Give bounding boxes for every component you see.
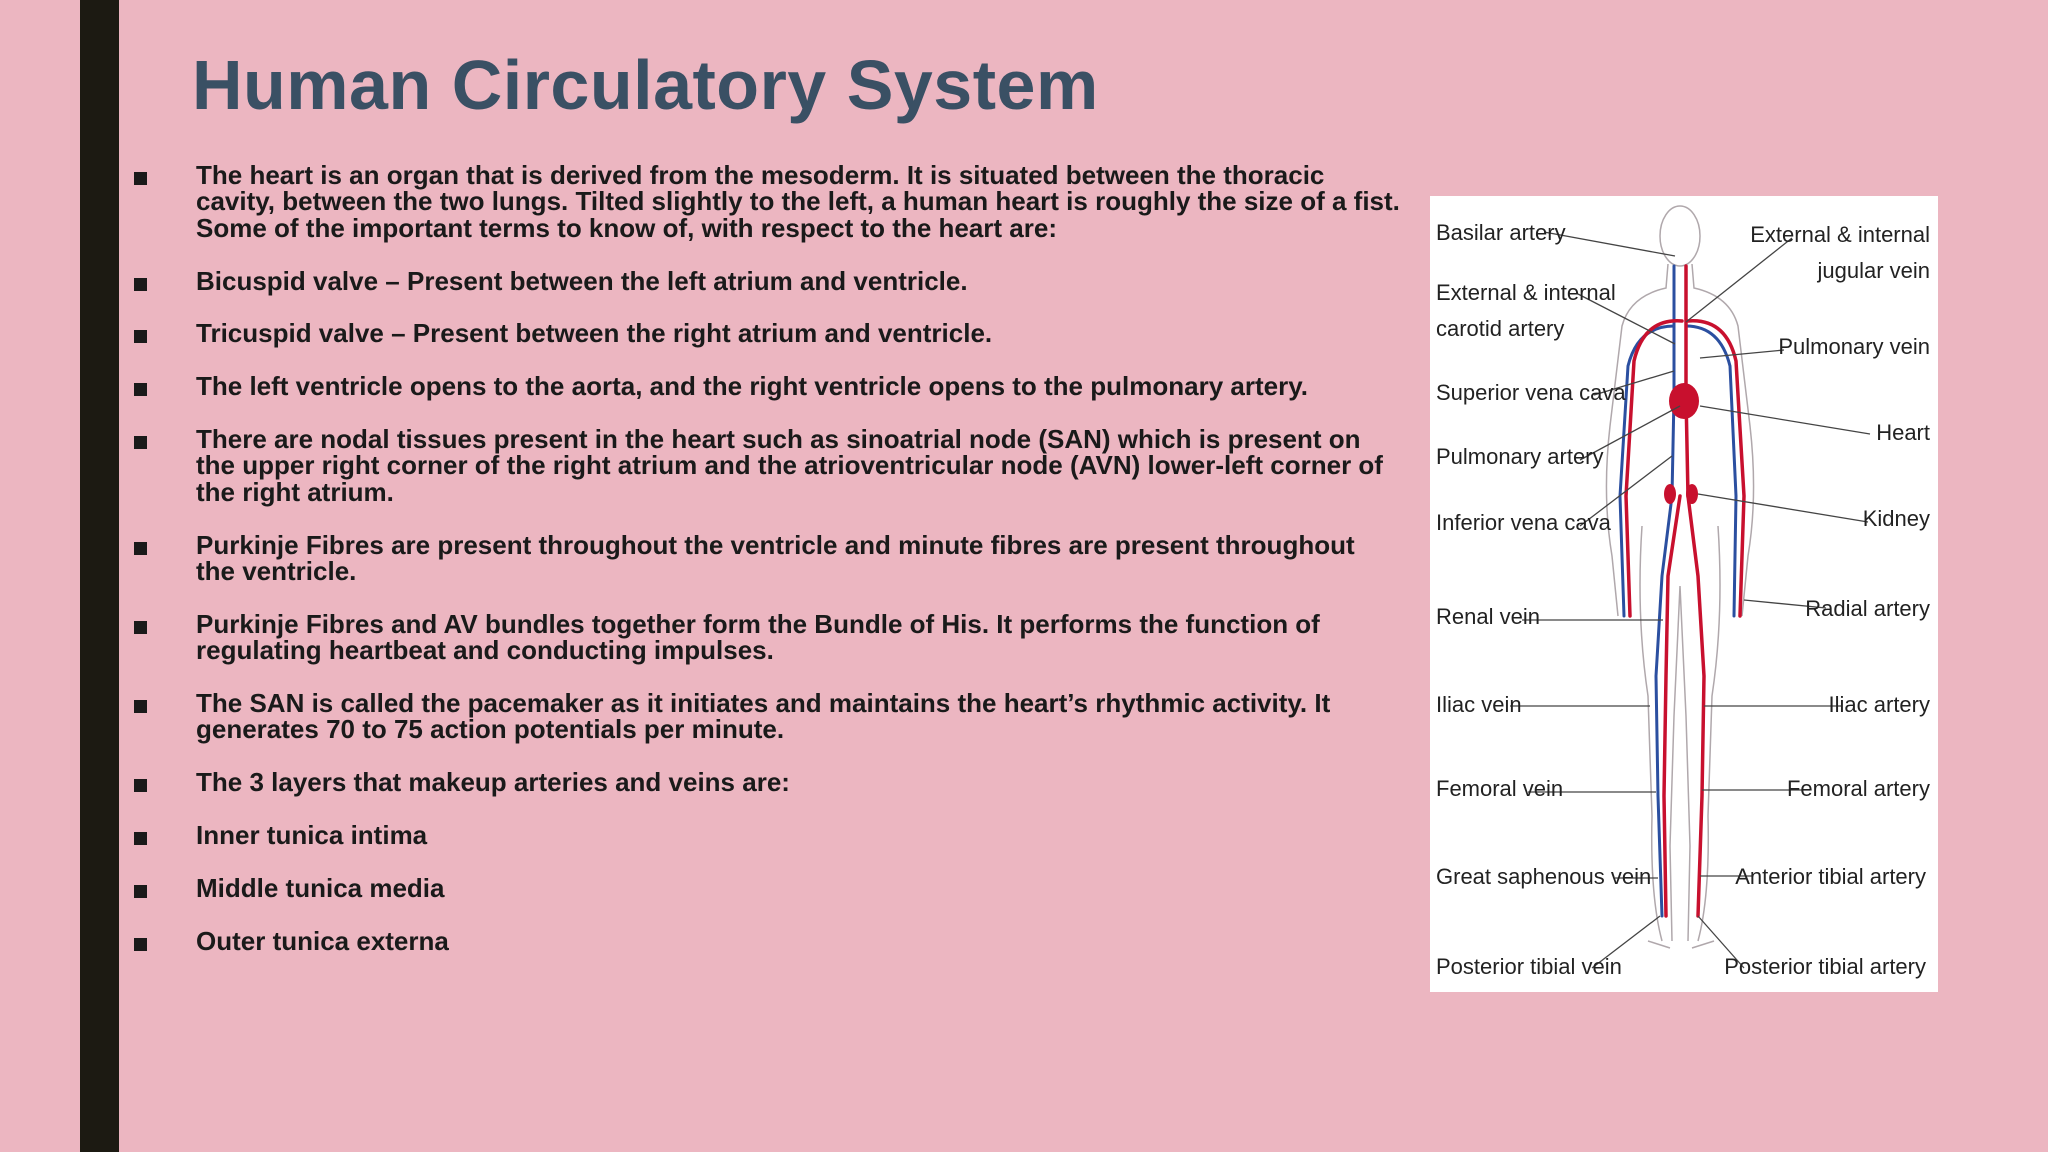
left-labels xyxy=(1436,220,1651,979)
label-iliac-vein: Iliac vein xyxy=(1436,692,1522,717)
heart-shape xyxy=(1669,383,1699,419)
bullet-item xyxy=(130,426,1400,505)
artery-network xyxy=(1626,266,1744,916)
kidney-shape-left xyxy=(1664,484,1676,504)
vein-network xyxy=(1620,266,1736,916)
bullet-item xyxy=(130,265,1400,296)
left-leader-lines xyxy=(1510,232,1680,968)
bullet-item xyxy=(130,690,1400,743)
bullet-text: Bicuspid valve – Present between the left atrium and ventricle. xyxy=(196,265,968,296)
label-external-internal-carotid-line1: External & internal xyxy=(1436,280,1616,305)
label-anterior-tibial-artery: Anterior tibial artery xyxy=(1735,864,1926,889)
label-radial-artery: Radial artery xyxy=(1805,596,1930,621)
bullet-item xyxy=(130,371,1400,402)
bullet-item xyxy=(130,318,1400,349)
bullet-text: Outer tunica externa xyxy=(196,925,449,956)
bullet-square-icon xyxy=(134,779,147,792)
bullet-square-icon xyxy=(134,278,147,291)
label-posterior-tibial-artery: Posterior tibial artery xyxy=(1724,954,1926,979)
kidney-shape-right xyxy=(1686,484,1698,504)
bullet-item xyxy=(130,162,1400,241)
label-femoral-vein: Femoral vein xyxy=(1436,776,1564,801)
bullet-square-icon xyxy=(134,436,147,449)
bullet-square-icon xyxy=(134,700,147,713)
bullet-square-icon xyxy=(134,542,147,555)
bullet-item xyxy=(130,608,1400,666)
label-great-saphenous-vein: Great saphenous vein xyxy=(1436,864,1652,889)
bullet-text: The left ventricle opens to the aorta, and the right ventricle opens to the pulmonary artery. xyxy=(196,371,1308,402)
bullet-text: Inner tunica intima xyxy=(196,820,428,851)
label-renal-vein: Renal vein xyxy=(1436,604,1540,629)
bullet-item xyxy=(130,872,1400,903)
bullet-item xyxy=(130,529,1400,587)
label-external-internal-jugular-line1: External & internal xyxy=(1750,222,1930,247)
bullet-text: Purkinje Fibres are present throughout the ventricle and minute fibres are present throughout the ventricle. xyxy=(196,529,1355,587)
bullet-square-icon xyxy=(134,172,147,185)
label-posterior-tibial-vein: Posterior tibial vein xyxy=(1436,954,1622,979)
label-heart: Heart xyxy=(1876,420,1930,445)
circulatory-system-diagram xyxy=(1430,196,1938,992)
label-kidney: Kidney xyxy=(1862,506,1930,531)
circulatory-diagram-svg xyxy=(1430,196,1938,992)
bullet-text: Purkinje Fibres and AV bundles together form the Bundle of His. It performs the function of regulating heartbeat and conducting impulses. xyxy=(196,608,1320,666)
bullet-square-icon xyxy=(134,383,147,396)
label-iliac-artery: Iliac artery xyxy=(1828,692,1930,717)
label-external-internal-jugular-line2: jugular vein xyxy=(1817,258,1930,283)
label-inferior-vena-cava: Inferior vena cava xyxy=(1436,510,1611,535)
bullet-square-icon xyxy=(134,621,147,634)
slide-title: Human Circulatory System xyxy=(192,46,1099,124)
bullet-text: Tricuspid valve – Present between the right atrium and ventricle. xyxy=(196,318,993,349)
bullet-list xyxy=(130,162,1400,980)
bullet-square-icon xyxy=(134,330,147,343)
label-femoral-artery: Femoral artery xyxy=(1786,776,1930,801)
bullet-text: Middle tunica media xyxy=(196,872,445,903)
label-pulmonary-artery: Pulmonary artery xyxy=(1436,444,1604,469)
label-external-internal-carotid-line2: carotid artery xyxy=(1436,316,1565,341)
bullet-text: The SAN is called the pacemaker as it initiates and maintains the heart’s rhythmic activity. It generates 70 to 75 action potentials per minute. xyxy=(196,688,1331,745)
label-pulmonary-vein: Pulmonary vein xyxy=(1778,334,1930,359)
label-superior-vena-cava: Superior vena cava xyxy=(1436,380,1626,405)
side-accent-bar xyxy=(80,0,119,1152)
bullet-text: There are nodal tissues present in the heart such as sinoatrial node (SAN) which is present on the upper right corner of the right atrium and the atrioventricular node (AVN) lower-left corner of the right atrium. xyxy=(196,424,1383,507)
bullet-item xyxy=(130,925,1400,956)
bullet-item xyxy=(130,820,1400,851)
bullet-square-icon xyxy=(134,885,147,898)
bullet-item xyxy=(130,767,1400,798)
bullet-square-icon xyxy=(134,938,147,951)
label-basilar-artery: Basilar artery xyxy=(1436,220,1566,245)
bullet-text: The heart is an organ that is derived from the mesoderm. It is situated between the thoracic cavity, between the two lungs. Tilted slightly to the left, a human heart is roughly the size of a fist. Some of the important terms to know of, with respect to the heart are: xyxy=(196,160,1400,243)
bullet-square-icon xyxy=(134,832,147,845)
bullet-text: The 3 layers that makeup arteries and veins are: xyxy=(196,767,790,798)
